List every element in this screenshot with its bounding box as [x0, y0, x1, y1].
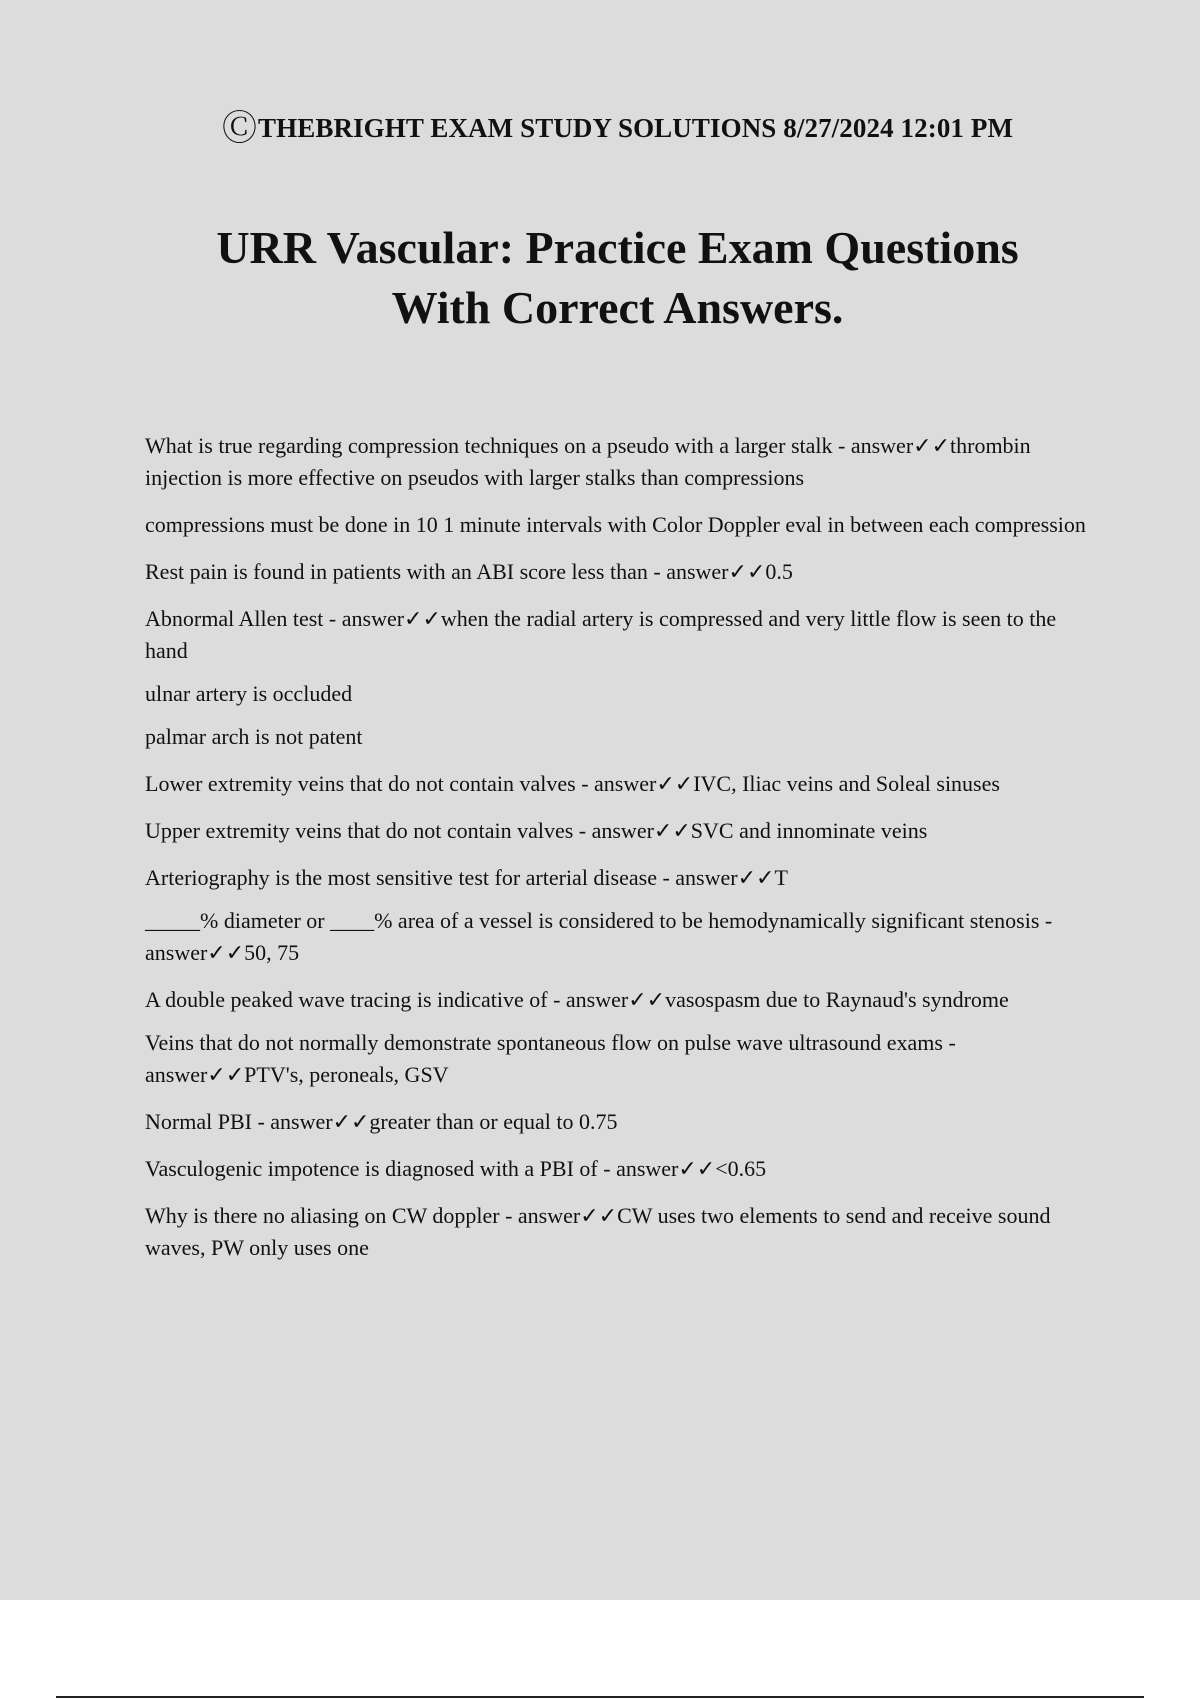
title-line-2: With Correct Answers.: [391, 282, 844, 333]
question-item: Veins that do not normally demonstrate spontaneous flow on pulse wave ultrasound exams - answer✓✓PTV's, peroneals, GSV: [145, 1030, 956, 1087]
question-item: Why is there no aliasing on CW doppler - answer✓✓CW uses two elements to send and receive sound waves, PW only uses one: [145, 1203, 1051, 1260]
question-item: What is true regarding compression techniques on a pseudo with a larger stalk - answer✓✓thrombin injection is more effective on pseudos with larger stalks than compressions: [145, 433, 1031, 490]
question-item: A double peaked wave tracing is indicative of - answer✓✓vasospasm due to Raynaud's syndrome: [145, 987, 1009, 1012]
questions-list: [145, 430, 1095, 1279]
question-item: Lower extremity veins that do not contain valves - answer✓✓IVC, Iliac veins and Soleal sinuses: [145, 771, 1000, 796]
question-item: Upper extremity veins that do not contain valves - answer✓✓SVC and innominate veins: [145, 818, 928, 843]
question-item: Normal PBI - answer✓✓greater than or equal to 0.75: [145, 1109, 618, 1134]
question-item: palmar arch is not patent: [145, 724, 363, 749]
question-item: ulnar artery is occluded: [145, 681, 353, 706]
question-item: Abnormal Allen test - answer✓✓when the radial artery is compressed and very little flow is seen to the hand: [145, 606, 1057, 663]
question-item: Vasculogenic impotence is diagnosed with a PBI of - answer✓✓<0.65: [145, 1156, 767, 1181]
question-item: compressions must be done in 10 1 minute intervals with Color Doppler eval in between each compression: [145, 512, 1086, 537]
title-line-1: URR Vascular: Practice Exam Questions: [216, 222, 1019, 273]
copyright-icon: Ⓒ: [221, 109, 258, 148]
header-text: THEBRIGHT EXAM STUDY SOLUTIONS 8/27/2024 12:01 PM: [258, 113, 1014, 143]
footer-divider: [56, 1696, 1144, 1698]
question-item: Arteriography is the most sensitive test for arterial disease - answer✓✓T: [145, 865, 788, 890]
question-item: Rest pain is found in patients with an ABI score less than - answer✓✓0.5: [145, 559, 793, 584]
question-item: _____% diameter or ____% area of a vessel is considered to be hemodynamically significant stenosis - answer✓✓50, 75: [145, 908, 1053, 965]
document-title: [0, 218, 1200, 338]
page-header: [0, 98, 1200, 148]
